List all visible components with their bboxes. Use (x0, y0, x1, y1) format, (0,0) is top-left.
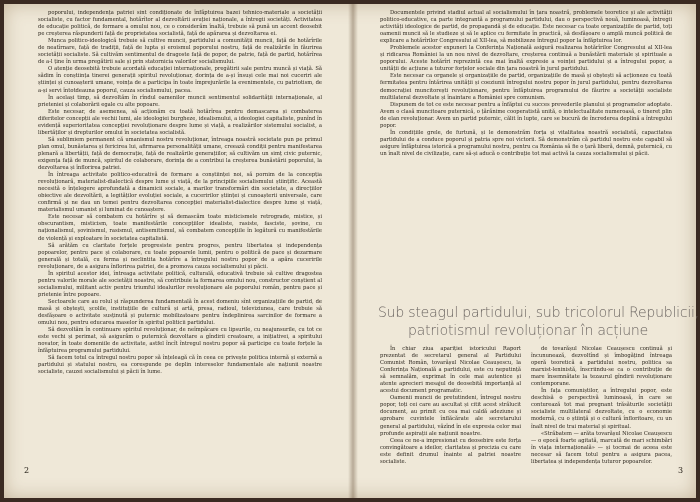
right-page-upper-column (380, 10, 672, 250)
article-column-left (380, 346, 521, 465)
book-gutter (348, 4, 358, 498)
left-page (4, 4, 348, 498)
body-paragraph: În același timp, să dezvoltăm în rîndul oamenilor muncii sentimentul solidarității internaționale, al prieteniei și colaborării egale cu alte popoare. (38, 94, 322, 108)
body-paragraph: Este necesar să combatem cu hotărîre și să demascăm toate misticismele retrograde, mistice, și obscurantism, misticism, toate manifestările concepțiilor idealiste, rasiste, fasciste, șovine, cu naționalismul, șovinismul, rasismul, antisemitismul, să combatem concepțiile în legătură cu manifestările de violență și exploatare în societatea capitalistă. (38, 214, 322, 242)
book-spread (4, 4, 699, 498)
article-column-right (531, 346, 672, 465)
body-paragraph: Dispunem de tot ce este necesar pentru a înfăptui cu succes prevederile planului și programelor adoptate. Avem o clasă muncitoare puternică, o țărănime cooperatistă unită, o intelectualitate numeroasă, o tineret plin de elan revoluționar. Avem un partid puternic, călit în lupte, care se bucură de încrederea deplină a întregului popor. (380, 101, 672, 129)
page-number-right: 3 (678, 466, 684, 475)
body-paragraph: Sectoarele care au rolul și răspunderea fundamentală în acest domeniu sînt organizațiile de partid, de masă și obștești, școlile, instituțiile de cultură și artă, presa, radioul, televiziunea, care trebuie să desfășoare o activitate susținută și puternic mobilizatoare pentru îndeplinirea sarcinilor de formare a omului nou, pentru educarea maselor în spiritul politicii partidului. (38, 298, 322, 327)
headline-line: Sub steagul partidului, sub tricolorul Republicii, (378, 305, 699, 321)
article-headline (378, 304, 699, 340)
left-page-column (38, 10, 322, 450)
page-number-left: 2 (24, 466, 30, 475)
body-paragraph: Să facem totul ca întregul nostru popor să înțeleagă că în ceea ce privește politica internă și externă a partidului și statului nostru, ea corespunde pe deplin intereselor fundamentale ale națiunii noastre socialiste, cauzei socialismului și păcii în lume. (38, 355, 322, 376)
body-paragraph: Ceea ce ne-a impresionat cu deosebire este forța convingătoare a ideilor, claritatea și precizia cu care este definit drumul înainte al patriei noastre socialiste. (380, 437, 521, 465)
body-paragraph: Este necesar ca organele și organizațiile de partid, organizațiile de masă și obștești să acționeze cu toată fermitatea pentru întărirea unității și coeziunii întregului nostru popor în jurul partidului, pentru dezvoltarea democrației muncitorești revoluționare, pentru înfăptuirea programului de făurire a societății socialiste multilateral dezvoltate și înaintare a României spre comunism. (380, 73, 672, 101)
body-paragraph: În întreaga activitate politico-educativă de formare a conștiinței noi, să pornim de la concepția revoluționară, materialist-dialectică despre lume și viață, de la principiile socialismului științific. Această necesită o înțelegere aprofundată a dinamicii sociale, a marilor transformări din societate, a direcțiilor obiective ale dezvoltării, a legităților evoluției sociale, a cuceririlor științei și cunoașterii universale, care confirmă și ne dau un temei pentru dezvoltarea concepției materialist-dialectice despre lume și viață, materialismul umanist și luminat de cunoaștere. (38, 172, 322, 214)
right-page (358, 4, 699, 498)
body-paragraph: Să dezvoltăm în continuare spiritul revoluționar, de neîmpăcare cu lipsurile, cu neajunsurile, cu tot ce este vechi și perimat, să asigurăm o puternică dezvoltare a gîndirii creatoare, a inițiativei, a spiritului novator, în toate domeniile de activitate, astfel încît întregul nostru popor să participe cu toate forțele la înfăptuirea programului partidului. (38, 327, 322, 355)
body-paragraph: În chiar ziua apariției istoricului Raport prezentat de secretarul general al Partidului Comunist Român, tovarășul Nicolae Ceaușescu, la Conferința Națională a partidului, este cu neputință să semnalăm, exprimat în cele mai autentice și atente aprecieri mesajul de deosebită importanță al acestui document programatic. (380, 346, 521, 395)
headline-line: patriotismul revoluționar în acțiune (408, 323, 648, 339)
body-paragraph: Oamenii muncii de pretutindeni, întregul nostru popor, toți cei care au ascultat și citit acest strălucit document, au primit cu cea mai caldă adeziune și aprobare cuvintele înflăcărate ale secretarului general al partidului, văzînd în ele expresia celor mai profunde aspirații ale națiunii noastre. (380, 395, 521, 437)
body-paragraph: Problemele acestor expuneri la Conferința Națională asigură realizarea hotărîrilor Congresului al XII-lea și ridicarea României la un nou nivel de dezvoltare, creșterea continuă a bunăstării materiale și spirituale a poporului. Aceste hotărîri reprezintă cea mai înaltă expresie a voinței partidului și a întregului popor, a unității de acțiune a tuturor forțelor sociale din țara noastră în jurul partidului. (380, 45, 672, 73)
body-paragraph: Să sublimiem permanent că umanismul nostru revoluționar, întreaga noastră societate pun pe primul plan omul, bunăstarea și fericirea lui, afirmarea personalității umane, creează condiții pentru manifestarea plenară a libertății, față de democrație, față de realizările generațiilor, să cultivăm un simț civic puternic, exigența față de muncă, spiritul de colaborare, dorința de a contribui la creșterea bunăstării poporului, la dezvoltarea și înflorirea patriei. (38, 136, 322, 172)
body-paragraph: În spiritul acestor idei, întreaga activitate politică, culturală, educativă trebuie să cultive dragostea pentru valorile morale ale societății noastre, să contribuie la formarea omului nou, constructor conștient al socialismului, militant activ pentru triumful idealurilor revoluționare ale poporului român, pentru pace și prietenie între popoare. (38, 270, 322, 298)
body-paragraph: Documentele privind stadiul actual al socialismului în țara noastră, problemele teoretice și ale activității politico-educative, ca parte integrantă a programului partidului, dau o perspectivă nouă, luminoasă, întregii activități ideologice de partid, de propagandă și de educație. Este necesar ca toate organizațiile de partid, toți oamenii muncii să le studieze și să le aplice cu fermitate în practică, să desfășoare o amplă muncă politică de explicare a hotărîrilor Congresului al XII-lea, să mobilizeze întregul popor la înfăptuirea lor. (380, 10, 672, 45)
body-paragraph: poporului, independența patriei sint condiționate de înfăptuirea bazei tehnico-materiale a societății socialiste, cu factor fundamental, hotărîtor al dezvoltării avuției naționale, a întregii societăți. Activitatea de educație politică, de formare a omului nou, ce o considerăm înaltă, trebuie să pună un accent deosebit pe creșterea răspunderii față de proprietatea socialistă, față de apărarea și dezvoltarea ei. (38, 10, 322, 38)
body-paragraph: În fața comuniștilor, a întregului popor, este deschisă o perspectivă luminoasă, în care se conturează tot mai pregnant trăsăturile societății socialiste multilateral dezvoltate, cu o economie modernă, cu o știință și o cultură înfloritoare, cu un înalt nivel de trai material și spiritual. (531, 388, 672, 430)
body-paragraph: Munca politico-ideologică trebuie să cultive muncii, partidului a comunității muncii, față de hotărîrile de neatîrnare, față de tradiții, față de lupta și eroismul poporului nostru, față de realizările în făurirea societății socialiste. Să cultivăm sentimentul de dragoste față de popor, de patrie, față de partid, hotărîrea de a-l ține în urma pregătirii sale și prin statornicia valorilor socialismului. (38, 38, 322, 66)
body-paragraph: Este necesar, de asemenea, să acționăm cu toată hotărîrea pentru demascarea și combaterea diferitelor concepții ale vechii lumi, ale ideologiei burgheze, idealismului, a ideologiei capitaliste, punînd în evidență superioritatea concepției revoluționare despre lume și viață, a realizărilor sistemului socialist, a libertăților și drepturilor omului în societatea socialistă. (38, 108, 322, 136)
body-paragraph: O atenție deosebită trebuie acordată educației internaționale, pregătirii sale pentru muncă și viață. Să sădim în conștiința tinerei generații spiritul revoluționar, dorința de a-și însuși cele mai noi cuceriri ale științei și cunoașterii umane, voința de a participa în toate împrejurările la evenimentele, cu patriotism, de a-și servi întotdeauna poporul, cauza socialismului, pacea. (38, 66, 322, 94)
body-paragraph: Să arătăm cu claritate forțele progresiste pentru progres, pentru libertatea și independența popoarelor, pentru pace și colaborare, cu toate popoarele lumii, pentru o politică de pace și dezarmare generală și totală, cu ferma și neclintita hotărîre a întregului nostru popor de a apăra cuceririle revoluționare, de a asigura înflorirea patriei, de a promova cauza socialismului și păcii. (38, 242, 322, 270)
body-paragraph: În condițiile grele, de furtună, și le demonstrăm forța și vitalitatea noastră socialistă, capacitatea partidului de a conduce poporul și patria spre noi victorii. Să demonstrăm că partidul nostru este capabil să asigure înfăptuirea istorică a programului nostru, pentru ca România să fie o țară liberă, demnă, puternică, cu un înalt nivel de civilizație, care să-și aducă o contribuție tot mai activă la cauza socialismului și păcii. (380, 129, 672, 157)
body-paragraph: de tovarășul Nicolae Ceaușescu continuă și încununează, dezvoltînd și îmbogățind întreaga operă teoretică a partidului nostru, politica sa marxist-leninistă, înscriindu-se ca o contribuție de mare însemnătate la tezaurul gîndirii revoluționare contemporane. (531, 346, 672, 388)
body-paragraph: «Străbatem — arăta tovarășul Nicolae Ceaușescu — o epocă foarte agitată, marcată de mari schimbări în viața internațională» — și tocmai de aceea este necesar să facem totul pentru a asigura pacea, libertatea și independența tuturor popoarelor. (531, 430, 672, 465)
